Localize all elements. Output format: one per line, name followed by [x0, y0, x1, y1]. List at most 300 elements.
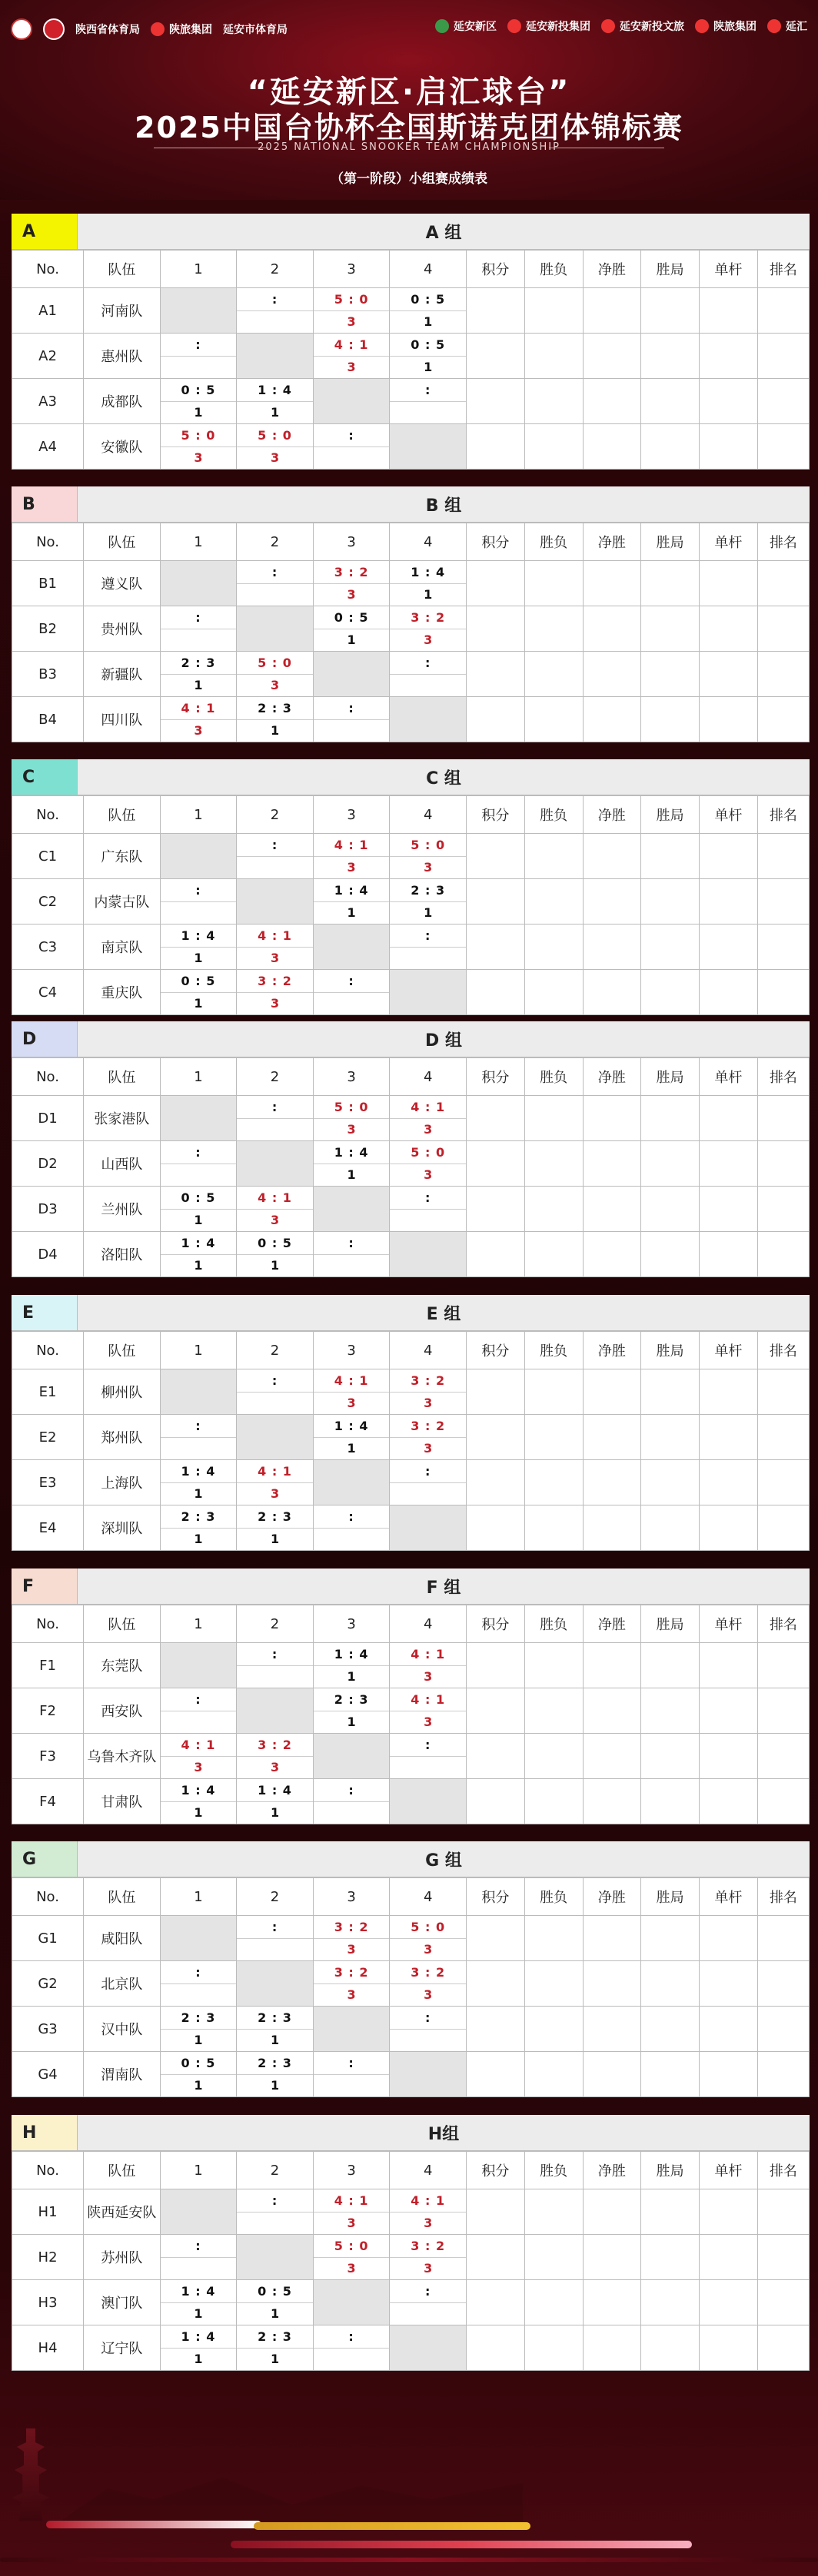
column-header: 队伍: [84, 1605, 161, 1643]
group-letter: D: [12, 1021, 78, 1057]
match-result-cell: [313, 834, 390, 879]
sponsor-logos-left: [11, 18, 288, 40]
stat-cell: [641, 2007, 700, 2052]
column-header: 单杆: [700, 1878, 758, 1916]
group-title: C 组: [78, 759, 810, 795]
match-points: 1: [194, 1486, 203, 1502]
match-score: 1 : 4: [161, 2325, 237, 2349]
stat-cell: [466, 2007, 524, 2052]
self-match-cell: [390, 424, 467, 470]
match-result-cell: [160, 2052, 237, 2097]
team-name: 乌鲁木齐队: [84, 1734, 161, 1779]
stat-cell: [524, 1096, 583, 1141]
stat-cell: [466, 1096, 524, 1141]
standings-table: [12, 795, 810, 1015]
stat-cell: [757, 1734, 809, 1779]
team-name: 柳州队: [84, 1369, 161, 1415]
match-score: 4 : 1: [237, 925, 313, 948]
team-number: G1: [12, 1916, 84, 1961]
stat-cell: [700, 1734, 758, 1779]
match-score: :: [390, 652, 466, 675]
match-points: 1: [424, 360, 433, 375]
match-score: 0 : 5: [237, 2280, 313, 2303]
stat-cell: [583, 2052, 641, 2097]
match-score: 4 : 1: [314, 834, 390, 857]
stat-cell: [641, 925, 700, 970]
match-result-cell: [313, 334, 390, 379]
stat-cell: [583, 925, 641, 970]
match-result-cell: [390, 2189, 467, 2235]
stat-cell: [641, 2052, 700, 2097]
group-letter: B: [12, 486, 78, 522]
team-name: 渭南队: [84, 2052, 161, 2097]
stat-cell: [641, 1187, 700, 1232]
swirl-icon: [695, 19, 709, 33]
self-match-cell: [390, 2052, 467, 2097]
match-result-cell: [390, 1643, 467, 1688]
team-number: F2: [12, 1688, 84, 1734]
stat-cell: [524, 1460, 583, 1505]
column-header: 排名: [757, 1878, 809, 1916]
column-header: 排名: [757, 1332, 809, 1369]
stat-cell: [466, 697, 524, 742]
match-points: [314, 993, 390, 1015]
team-number: D2: [12, 1141, 84, 1187]
team-name: 北京队: [84, 1961, 161, 2007]
column-header: 2: [237, 2152, 314, 2189]
group-letter: C: [12, 759, 78, 795]
match-result-cell: [160, 1734, 237, 1779]
stat-cell: [757, 834, 809, 879]
stat-cell: [583, 606, 641, 652]
column-header: 队伍: [84, 796, 161, 834]
team-name: 郑州队: [84, 1415, 161, 1460]
stat-cell: [641, 2325, 700, 2371]
group-table: [12, 759, 810, 1015]
stat-cell: [583, 379, 641, 424]
match-result-cell: [390, 379, 467, 424]
table-row: [12, 2280, 810, 2325]
stat-cell: [583, 1688, 641, 1734]
stat-cell: [757, 1415, 809, 1460]
standings-table: [12, 250, 810, 470]
standings-table: [12, 523, 810, 742]
self-match-cell: [237, 1141, 314, 1187]
match-score: 2 : 3: [161, 652, 237, 675]
stat-cell: [757, 1187, 809, 1232]
match-score: :: [161, 334, 237, 357]
team-name: 河南队: [84, 288, 161, 334]
match-result-cell: [390, 1961, 467, 2007]
column-header: 4: [390, 251, 467, 288]
sponsor-name: 延安新投文旅: [620, 21, 684, 33]
match-score: :: [161, 879, 237, 902]
group-table: [12, 1841, 810, 2097]
column-header: 3: [313, 1605, 390, 1643]
column-header: 胜负: [524, 251, 583, 288]
match-score: :: [314, 1232, 390, 1255]
match-score: 4 : 1: [390, 1096, 466, 1119]
match-score: 1 : 4: [237, 1779, 313, 1802]
column-header: 2: [237, 1332, 314, 1369]
table-row: [12, 1187, 810, 1232]
group-header: [12, 1021, 810, 1057]
match-result-cell: [160, 697, 237, 742]
team-name: 甘肃队: [84, 1779, 161, 1824]
match-result-cell: [160, 2280, 237, 2325]
match-points: 1: [270, 405, 280, 420]
stat-cell: [757, 1460, 809, 1505]
match-score: :: [390, 2007, 466, 2030]
match-score: :: [237, 834, 313, 857]
match-score: :: [161, 1688, 237, 1711]
match-score: :: [237, 288, 313, 311]
table-header-row: [12, 2152, 810, 2189]
match-result-cell: [390, 652, 467, 697]
stat-cell: [524, 2052, 583, 2097]
column-header: 队伍: [84, 1332, 161, 1369]
stat-cell: [641, 606, 700, 652]
stat-cell: [757, 2325, 809, 2371]
match-points: 1: [270, 1532, 280, 1547]
stat-cell: [641, 1916, 700, 1961]
match-points: 1: [194, 678, 203, 693]
match-score: 4 : 1: [314, 2189, 390, 2213]
match-points: 3: [347, 1396, 356, 1411]
match-points: 1: [270, 2033, 280, 2048]
stat-cell: [524, 1916, 583, 1961]
table-header-row: [12, 1605, 810, 1643]
stat-cell: [524, 1779, 583, 1824]
stat-cell: [700, 288, 758, 334]
team-number: E4: [12, 1505, 84, 1551]
group-letter: G: [12, 1841, 78, 1877]
table-row: [12, 2007, 810, 2052]
match-result-cell: [160, 1141, 237, 1187]
column-header: 4: [390, 1605, 467, 1643]
self-match-cell: [237, 1961, 314, 2007]
match-score: :: [390, 2280, 466, 2303]
match-score: 1 : 4: [314, 1643, 390, 1666]
stat-cell: [466, 1141, 524, 1187]
stat-cell: [700, 697, 758, 742]
match-points: [390, 2303, 466, 2325]
stat-cell: [466, 1232, 524, 1277]
table-row: [12, 652, 810, 697]
group-letter: E: [12, 1295, 78, 1330]
column-header: 排名: [757, 2152, 809, 2189]
stat-cell: [700, 834, 758, 879]
stat-cell: [700, 925, 758, 970]
match-score: 1 : 4: [390, 561, 466, 584]
self-match-cell: [160, 1916, 237, 1961]
match-result-cell: [313, 2235, 390, 2280]
match-score: :: [390, 1460, 466, 1483]
stat-cell: [641, 1643, 700, 1688]
match-result-cell: [390, 1688, 467, 1734]
match-score: 3 : 2: [314, 1961, 390, 1984]
stat-cell: [524, 2235, 583, 2280]
stat-cell: [757, 879, 809, 925]
table-row: [12, 1096, 810, 1141]
column-header: 积分: [466, 1332, 524, 1369]
team-name: 贵州队: [84, 606, 161, 652]
stat-cell: [524, 652, 583, 697]
match-result-cell: [390, 1096, 467, 1141]
match-score: 5 : 0: [314, 2235, 390, 2258]
group-table: [12, 1569, 810, 1824]
stat-cell: [524, 2280, 583, 2325]
match-score: 3 : 2: [390, 1415, 466, 1438]
match-result-cell: [237, 652, 314, 697]
stat-cell: [466, 925, 524, 970]
column-header: 胜负: [524, 1878, 583, 1916]
stat-cell: [524, 925, 583, 970]
group-title: D 组: [78, 1021, 810, 1057]
match-score: 5 : 0: [237, 652, 313, 675]
self-match-cell: [160, 1643, 237, 1688]
column-header: 队伍: [84, 523, 161, 561]
sponsor-logos-right: [435, 18, 807, 34]
match-points: [390, 1483, 466, 1505]
match-score: :: [390, 1187, 466, 1210]
match-points: 1: [347, 1715, 356, 1730]
column-header: 胜负: [524, 1332, 583, 1369]
self-match-cell: [313, 379, 390, 424]
stat-cell: [466, 2189, 524, 2235]
stat-cell: [700, 652, 758, 697]
match-points: [237, 1939, 313, 1961]
column-header: 排名: [757, 796, 809, 834]
match-result-cell: [237, 1460, 314, 1505]
stat-cell: [524, 1141, 583, 1187]
match-score: 5 : 0: [314, 288, 390, 311]
match-result-cell: [313, 697, 390, 742]
match-points: [161, 2258, 237, 2280]
match-result-cell: [390, 1187, 467, 1232]
stat-cell: [583, 1369, 641, 1415]
match-points: 1: [270, 2352, 280, 2367]
stat-cell: [466, 606, 524, 652]
stat-cell: [757, 652, 809, 697]
match-result-cell: [390, 561, 467, 606]
match-points: 3: [347, 587, 356, 603]
match-points: [314, 2075, 390, 2097]
match-points: [237, 2213, 313, 2235]
stat-cell: [700, 1505, 758, 1551]
team-name: 兰州队: [84, 1187, 161, 1232]
match-points: 3: [424, 860, 433, 875]
match-points: [314, 2349, 390, 2371]
match-score: 2 : 3: [237, 2325, 313, 2349]
match-result-cell: [237, 379, 314, 424]
stat-cell: [641, 697, 700, 742]
match-score: 3 : 2: [390, 606, 466, 629]
match-points: [390, 1757, 466, 1779]
column-header: 胜负: [524, 523, 583, 561]
match-score: 1 : 4: [161, 1779, 237, 1802]
match-points: 3: [424, 1987, 433, 2003]
match-result-cell: [390, 1141, 467, 1187]
stat-cell: [583, 2325, 641, 2371]
stat-cell: [700, 424, 758, 470]
match-result-cell: [160, 970, 237, 1015]
stat-cell: [641, 1141, 700, 1187]
stat-cell: [524, 970, 583, 1015]
match-result-cell: [390, 1415, 467, 1460]
match-score: 0 : 5: [161, 2052, 237, 2075]
column-header: No.: [12, 2152, 84, 2189]
match-points: 3: [270, 1213, 280, 1228]
footer-decoration: [0, 2382, 818, 2576]
column-header: 2: [237, 1605, 314, 1643]
stat-cell: [757, 1643, 809, 1688]
stat-cell: [641, 879, 700, 925]
match-points: [314, 720, 390, 742]
column-header: 队伍: [84, 1878, 161, 1916]
match-result-cell: [237, 697, 314, 742]
stat-cell: [466, 379, 524, 424]
stat-cell: [524, 334, 583, 379]
stat-cell: [641, 834, 700, 879]
team-number: G3: [12, 2007, 84, 2052]
table-header-row: [12, 796, 810, 834]
column-header: 4: [390, 1058, 467, 1096]
self-match-cell: [313, 652, 390, 697]
table-row: [12, 1460, 810, 1505]
stat-cell: [466, 1916, 524, 1961]
stat-cell: [583, 2235, 641, 2280]
match-score: 4 : 1: [314, 334, 390, 357]
match-score: 2 : 3: [390, 879, 466, 902]
self-match-cell: [313, 2280, 390, 2325]
stat-cell: [641, 424, 700, 470]
self-match-cell: [390, 1779, 467, 1824]
stat-cell: [757, 424, 809, 470]
match-result-cell: [390, 2007, 467, 2052]
team-number: D4: [12, 1232, 84, 1277]
stat-cell: [641, 1096, 700, 1141]
team-name: 四川队: [84, 697, 161, 742]
team-number: C4: [12, 970, 84, 1015]
match-points: 3: [424, 1167, 433, 1183]
team-number: C2: [12, 879, 84, 925]
match-points: [390, 402, 466, 424]
match-points: [314, 1802, 390, 1824]
match-score: 3 : 2: [237, 1734, 313, 1757]
sponsor-name: 陕旅集团: [169, 24, 212, 36]
group-header: [12, 486, 810, 523]
match-result-cell: [390, 1916, 467, 1961]
match-result-cell: [237, 970, 314, 1015]
match-points: 1: [194, 2033, 203, 2048]
stat-cell: [757, 2235, 809, 2280]
match-score: 0 : 5: [161, 970, 237, 993]
team-name: 陕西延安队: [84, 2189, 161, 2235]
match-result-cell: [237, 2052, 314, 2097]
column-header: No.: [12, 251, 84, 288]
match-points: [237, 1666, 313, 1688]
self-match-cell: [160, 1369, 237, 1415]
column-header: 2: [237, 523, 314, 561]
match-score: 4 : 1: [161, 1734, 237, 1757]
stat-cell: [641, 2280, 700, 2325]
stat-cell: [757, 1916, 809, 1961]
column-header: No.: [12, 523, 84, 561]
match-points: 1: [270, 1258, 280, 1273]
column-header: 胜局: [641, 796, 700, 834]
match-points: 3: [347, 360, 356, 375]
match-points: 1: [194, 2078, 203, 2093]
match-points: 1: [270, 1805, 280, 1821]
match-points: 1: [347, 1441, 356, 1456]
match-points: [390, 675, 466, 697]
team-number: D3: [12, 1187, 84, 1232]
group-table: [12, 2115, 810, 2371]
match-points: [161, 902, 237, 925]
column-header: 积分: [466, 523, 524, 561]
stat-cell: [757, 1688, 809, 1734]
match-result-cell: [237, 1505, 314, 1551]
table-row: [12, 561, 810, 606]
match-score: :: [314, 697, 390, 720]
stat-cell: [757, 1141, 809, 1187]
match-points: 3: [270, 1486, 280, 1502]
match-points: [237, 857, 313, 879]
column-header: 胜负: [524, 2152, 583, 2189]
column-header: 单杆: [700, 1058, 758, 1096]
stage-title: （第一阶段）小组赛成绩表: [331, 171, 487, 187]
self-match-cell: [390, 2325, 467, 2371]
match-score: 5 : 0: [390, 1141, 466, 1164]
match-score: :: [314, 970, 390, 993]
stat-cell: [700, 334, 758, 379]
sponsor-name: 延安市体育局: [223, 24, 288, 36]
match-result-cell: [313, 1141, 390, 1187]
match-result-cell: [160, 1688, 237, 1734]
column-header: 胜局: [641, 1058, 700, 1096]
team-name: 重庆队: [84, 970, 161, 1015]
stat-cell: [583, 1734, 641, 1779]
match-points: 1: [194, 2352, 203, 2367]
match-result-cell: [390, 2235, 467, 2280]
team-number: A1: [12, 288, 84, 334]
match-points: 3: [424, 1942, 433, 1957]
match-points: [314, 1529, 390, 1551]
match-points: 3: [424, 1669, 433, 1685]
match-score: 3 : 2: [390, 2235, 466, 2258]
team-name: 辽宁队: [84, 2325, 161, 2371]
match-result-cell: [160, 1460, 237, 1505]
match-points: 1: [270, 723, 280, 739]
match-result-cell: [313, 288, 390, 334]
team-number: H4: [12, 2325, 84, 2371]
match-score: :: [237, 561, 313, 584]
stat-cell: [466, 1734, 524, 1779]
stat-cell: [700, 2325, 758, 2371]
self-match-cell: [160, 561, 237, 606]
match-result-cell: [313, 1232, 390, 1277]
stat-cell: [583, 652, 641, 697]
match-result-cell: [237, 288, 314, 334]
match-points: 3: [424, 2261, 433, 2276]
stat-cell: [466, 834, 524, 879]
match-points: [161, 629, 237, 652]
badge-icon: [11, 18, 32, 40]
match-score: 4 : 1: [390, 2189, 466, 2213]
stat-cell: [466, 2325, 524, 2371]
match-result-cell: [390, 288, 467, 334]
